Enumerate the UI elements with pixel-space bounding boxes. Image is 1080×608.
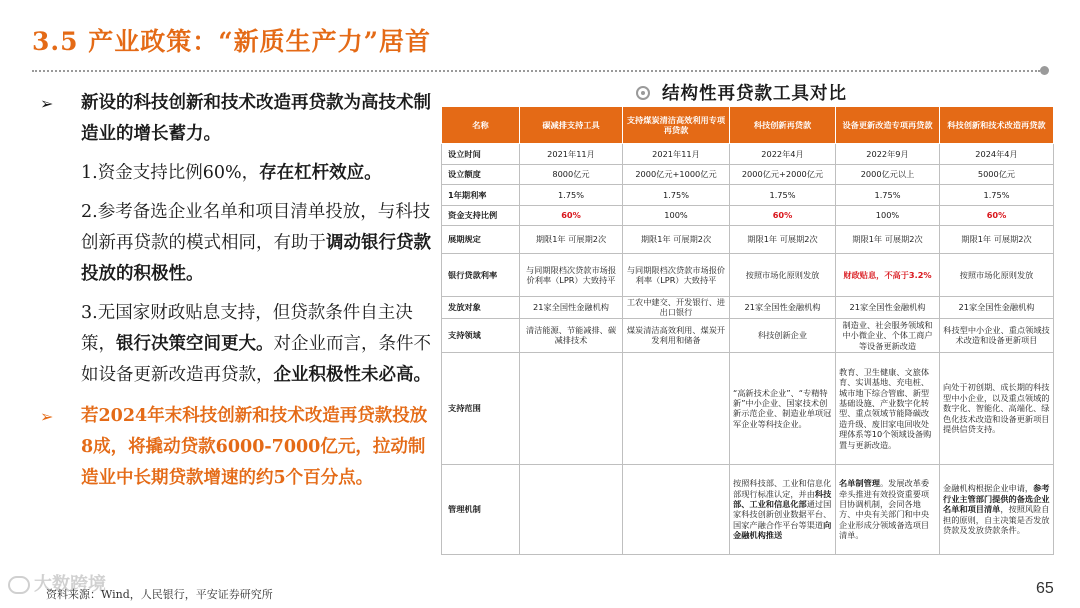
table-cell: 期限1年 可展期2次 (836, 226, 940, 254)
table-cell: 2000亿元以上 (836, 165, 940, 185)
cell-text: ，按照风险自担的原则，自主决策是否发放贷款及发放贷款条件。 (943, 504, 1050, 535)
table-cell: 期限1年 可展期2次 (940, 226, 1054, 254)
table-cell: 按照市场化原则发放 (940, 254, 1054, 297)
divider-endpoint (1040, 66, 1049, 75)
table-cell: 2022年9月 (836, 144, 940, 165)
table-cell: 21家全国性金融机构 (520, 297, 623, 319)
bullet-1 (34, 88, 436, 150)
table-title-text: 结构性再贷款工具对比 (662, 84, 847, 104)
table-cell: 向处于初创期、成长期的科技型中小企业，以及重点领域的数字化、智能化、高端化、绿色化技术改造和设备更新项目提供信贷支持。 (940, 352, 1054, 464)
table-row (442, 254, 1054, 297)
cell-text-bold: 名单制管理 (839, 478, 880, 489)
cell-text-bold: 参考行业主管部门提供的备选企业名单和项目清单 (943, 483, 1050, 515)
header-cell: 科技创新再贷款 (730, 107, 836, 144)
row-label: 发放对象 (442, 297, 520, 319)
bullet-2 (34, 401, 436, 494)
bullet-2-text: 若2024年末科技创新和技术改造再贷款投放8成，将撬动贷款6000-7000亿元，拉动制造业中长期贷款增速的约5个百分点。 (81, 406, 428, 488)
table-title (636, 80, 847, 105)
table-cell: 按照市场化原则发放 (730, 254, 836, 297)
table-row (442, 226, 1054, 254)
row-label: 银行贷款利率 (442, 254, 520, 297)
table-cell-highlight: 60% (940, 206, 1054, 226)
table-cell: 1.75% (623, 185, 730, 206)
cell-text: 金融机构根据企业申请， (943, 483, 1034, 494)
header-cell: 设备更新改造专项再贷款 (836, 107, 940, 144)
table-cell: 5000亿元 (940, 165, 1054, 185)
slide-title: 3.5 产业政策：“新质生产力”居首 (32, 27, 431, 56)
table-cell: 与同期限档次贷款市场报价利率（LPR）大致持平 (520, 254, 623, 297)
header-cell: 碳减排支持工具 (520, 107, 623, 144)
table-row (442, 318, 1054, 352)
table-cell: 21家全国性金融机构 (730, 297, 836, 319)
table-cell: 100% (836, 206, 940, 226)
relending-comparison-table (441, 106, 1054, 555)
row-label: 设立时间 (442, 144, 520, 165)
table-cell: 2024年4月 (940, 144, 1054, 165)
point-2-bold: 调动银行贷款投放的积极性。 (81, 233, 431, 284)
row-label: 1年期利率 (442, 185, 520, 206)
point-3-bold-a: 银行决策空间更大。 (116, 334, 274, 354)
cell-text: 。发展改革委牵头推进有效投资重要项目协调机制，会同各地方、中央有关部门和中央企业形成分领域备选项目清单。 (839, 478, 930, 541)
title-divider (32, 70, 1040, 72)
table-cell: 2021年11月 (520, 144, 623, 165)
table-cell: 工农中建交、开发银行、进出口银行 (623, 297, 730, 319)
row-label: 展期规定 (442, 226, 520, 254)
table-cell: 科技型中小企业、重点领域技术改造和设备更新项目 (940, 318, 1054, 352)
point-3-text-a: 3.无国家财政贴息支持，但贷款条件自主决策， (81, 303, 413, 354)
table-cell: 1.75% (730, 185, 836, 206)
table-cell: 制造业、社会服务领域和中小微企业、个体工商户等设备更新改造 (836, 318, 940, 352)
table-cell-highlight: 60% (730, 206, 836, 226)
table-row (442, 165, 1054, 185)
point-3-text-b: 对企业而言，条件不如设备更新改造再贷款， (81, 334, 431, 385)
table-cell: 2021年11月 (623, 144, 730, 165)
table-cell: 期限1年 可展期2次 (623, 226, 730, 254)
target-circle-icon (636, 86, 650, 100)
cell-text: 按照科技部、工业和信息化部现行标准认定，并由 (733, 478, 832, 499)
row-label: 支持范围 (442, 352, 520, 464)
table-cell: 2022年4月 (730, 144, 836, 165)
page-number: 65 (1036, 580, 1054, 597)
header-cell: 科技创新和技术改造再贷款 (940, 107, 1054, 144)
watermark-text: 大数跨境 (34, 574, 106, 595)
point-1-bold: 存在杠杆效应。 (259, 163, 382, 183)
table-cell: 2000亿元+2000亿元 (730, 165, 836, 185)
table-cell: 21家全国性金融机构 (836, 297, 940, 319)
row-label: 资金支持比例 (442, 206, 520, 226)
table-cell (940, 464, 1054, 554)
table-row (442, 297, 1054, 319)
table-cell (520, 464, 623, 554)
table-row (442, 464, 1054, 554)
source-note: 资料来源：Wind，人民银行，平安证券研究所 (46, 588, 273, 601)
table-row (442, 352, 1054, 464)
bullet-1-text: 新设的科技创新和技术改造再贷款为高技术制造业的增长蓄力。 (81, 93, 431, 144)
table-cell-highlight: 财政贴息，不高于3.2% (836, 254, 940, 297)
table-cell (623, 464, 730, 554)
point-1 (34, 158, 436, 189)
point-1-text: 1.资金支持比例60%， (81, 163, 260, 183)
table-row (442, 206, 1054, 226)
table-cell (836, 464, 940, 554)
row-label: 管理机制 (442, 464, 520, 554)
point-2-text: 2.参考备选企业名单和项目清单投放，与科技创新再贷款的模式相同，有助于 (81, 202, 431, 253)
point-2 (34, 197, 436, 290)
table-row (442, 185, 1054, 206)
table-cell: 与同期限档次贷款市场报价利率（LPR）大致持平 (623, 254, 730, 297)
table-cell: 期限1年 可展期2次 (730, 226, 836, 254)
table-cell (623, 352, 730, 464)
header-cell: 支持煤炭清洁高效利用专项再贷款 (623, 107, 730, 144)
table-cell (520, 352, 623, 464)
arrow-bullet-icon: ➢ (40, 94, 54, 113)
table-cell: 21家全国性金融机构 (940, 297, 1054, 319)
row-label: 设立额度 (442, 165, 520, 185)
cell-text-bold: 向金融机构推送 (733, 519, 832, 541)
table-cell: 科技创新企业 (730, 318, 836, 352)
table-cell: 期限1年 可展期2次 (520, 226, 623, 254)
row-label: 支持领域 (442, 318, 520, 352)
header-cell: 名称 (442, 107, 520, 144)
point-3 (34, 298, 436, 391)
table-cell: 清洁能源、节能减排、碳减排技术 (520, 318, 623, 352)
table-cell: 2000亿元+1000亿元 (623, 165, 730, 185)
arrow-bullet-icon: ➢ (40, 407, 54, 426)
table-cell: 教育、卫生健康、文旅体育、实训基地、充电桩、城市地下综合管廊、新型基础设施、产业数字化转型、重点领域节能降碳改造升级、废旧家电回收处理体系等10个领域设备购置与更新改造。 (836, 352, 940, 464)
table-cell (730, 464, 836, 554)
point-3-bold-b: 企业积极性未必高。 (273, 365, 431, 385)
table-cell: 8000亿元 (520, 165, 623, 185)
table-header-row (442, 107, 1054, 144)
table-cell: 1.75% (520, 185, 623, 206)
table-cell: 1.75% (940, 185, 1054, 206)
table-cell: 1.75% (836, 185, 940, 206)
table-cell: 100% (623, 206, 730, 226)
table-cell: “高新技术企业”、“专精特新”中小企业、国家技术创新示范企业、制造业单项冠军企业等科技企业。 (730, 352, 836, 464)
left-text-column (34, 88, 436, 494)
table-cell-highlight: 60% (520, 206, 623, 226)
cell-text: 通过国家科技创新创业数据平台、国家产融合作平台等渠道 (733, 498, 832, 530)
cell-text-bold: 科技部、工业和信息化部 (733, 488, 832, 509)
table-row (442, 144, 1054, 165)
watermark-logo-icon (8, 576, 30, 594)
table-cell: 煤炭清洁高效利用、煤炭开发利用和储备 (623, 318, 730, 352)
